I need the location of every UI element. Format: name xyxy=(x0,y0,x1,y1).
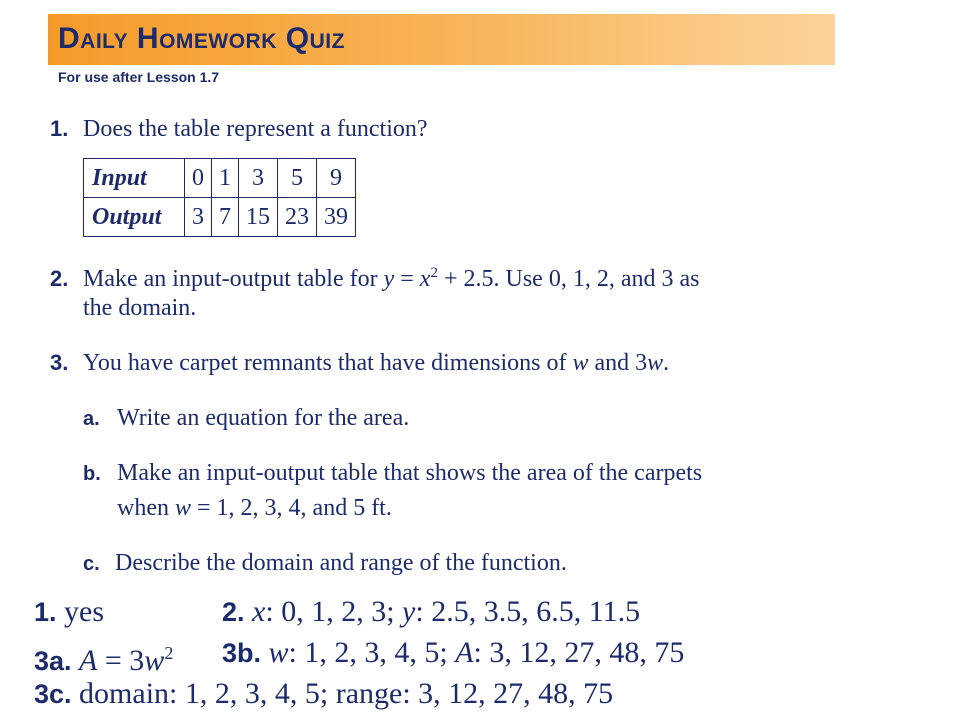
output-label: Output xyxy=(84,198,185,237)
table-cell: 5 xyxy=(278,159,317,198)
table-cell: 7 xyxy=(212,198,239,237)
table-cell: 9 xyxy=(317,159,356,198)
question-3c-label: c. xyxy=(83,553,100,575)
question-3-text-b: and 3 xyxy=(588,350,648,376)
var-w: w xyxy=(647,350,664,376)
table-cell: 23 xyxy=(278,198,317,237)
answer-2-number: 2. xyxy=(222,597,245,627)
question-3b-text: Make an input-output table that shows the area of the carpets xyxy=(117,460,703,486)
question-2-number: 2. xyxy=(50,266,69,291)
var-A: A xyxy=(79,644,98,677)
var-w: w xyxy=(572,350,589,376)
table-cell: 0 xyxy=(185,159,212,198)
question-1-text: Does the table represent a function? xyxy=(83,116,428,142)
header-banner xyxy=(48,14,835,65)
question-3a-label: a. xyxy=(83,408,100,430)
question-3-text-c: . xyxy=(663,350,670,376)
var-y: y xyxy=(402,595,416,628)
question-2-cont: the domain. xyxy=(83,295,197,321)
answer-3b-number: 3b. xyxy=(222,638,262,668)
var-y: y xyxy=(383,266,395,292)
answer-3a-eq: = 3 xyxy=(97,644,145,677)
answer-3b xyxy=(222,633,684,673)
question-3-text: You have carpet remnants that have dimensions of xyxy=(83,350,567,376)
answer-3c-text: domain: 1, 2, 3, 4, 5; range: 3, 12, 27, 48, 75 xyxy=(71,677,614,710)
question-3c-text: Describe the domain and range of the function. xyxy=(115,550,567,576)
table-cell: 15 xyxy=(239,198,278,237)
answer-3c-number: 3c. xyxy=(34,679,72,709)
exponent: 2 xyxy=(430,265,438,281)
question-3 xyxy=(50,346,669,380)
input-output-table xyxy=(83,158,356,237)
question-3b-text-c: = 1, 2, 3, 4, and 5 ft. xyxy=(191,495,392,521)
question-2-text-b: + 2.5. Use 0, 1, 2, and 3 as xyxy=(437,266,700,292)
table-row-output xyxy=(84,198,356,237)
var-x: x xyxy=(419,266,431,292)
question-2 xyxy=(50,256,699,296)
answer-3b-a-values: : 3, 12, 27, 48, 75 xyxy=(473,636,685,669)
table-cell: 1 xyxy=(212,159,239,198)
equals: = xyxy=(394,266,420,292)
question-3b-label: b. xyxy=(83,463,101,485)
answer-3a-number: 3a. xyxy=(34,646,72,676)
answer-2-y-values: : 2.5, 3.5, 6.5, 11.5 xyxy=(415,595,641,628)
answer-1-number: 1. xyxy=(34,597,57,627)
answer-2 xyxy=(222,592,640,632)
question-3c xyxy=(83,546,567,581)
exponent: 2 xyxy=(164,643,174,663)
question-3b-cont xyxy=(117,491,392,525)
lesson-subtitle: For use after Lesson 1.7 xyxy=(58,69,220,85)
input-label: Input xyxy=(84,159,185,198)
question-3b xyxy=(83,456,702,491)
quiz-title: Daily Homework Quiz xyxy=(58,22,345,55)
question-2-text: Make an input-output table for xyxy=(83,266,378,292)
question-1-number: 1. xyxy=(50,116,69,141)
var-A: A xyxy=(455,636,474,669)
table-cell: 3 xyxy=(239,159,278,198)
question-3b-text-b: when xyxy=(117,495,169,521)
answer-1-text: yes xyxy=(56,595,105,628)
var-w: w xyxy=(144,644,165,677)
question-3a-text: Write an equation for the area. xyxy=(117,405,410,431)
table-row-input xyxy=(84,159,356,198)
question-1 xyxy=(50,112,428,146)
var-w: w xyxy=(268,636,289,669)
answer-1 xyxy=(34,592,104,632)
question-3a xyxy=(83,401,409,436)
var-x: x xyxy=(252,595,266,628)
answer-2-x-values: : 0, 1, 2, 3; xyxy=(265,595,403,628)
answer-3b-w-values: : 1, 2, 3, 4, 5; xyxy=(288,636,456,669)
table-cell: 39 xyxy=(317,198,356,237)
var-w: w xyxy=(174,495,191,521)
table-cell: 3 xyxy=(185,198,212,237)
question-3-number: 3. xyxy=(50,350,69,375)
answer-3c xyxy=(34,674,613,714)
